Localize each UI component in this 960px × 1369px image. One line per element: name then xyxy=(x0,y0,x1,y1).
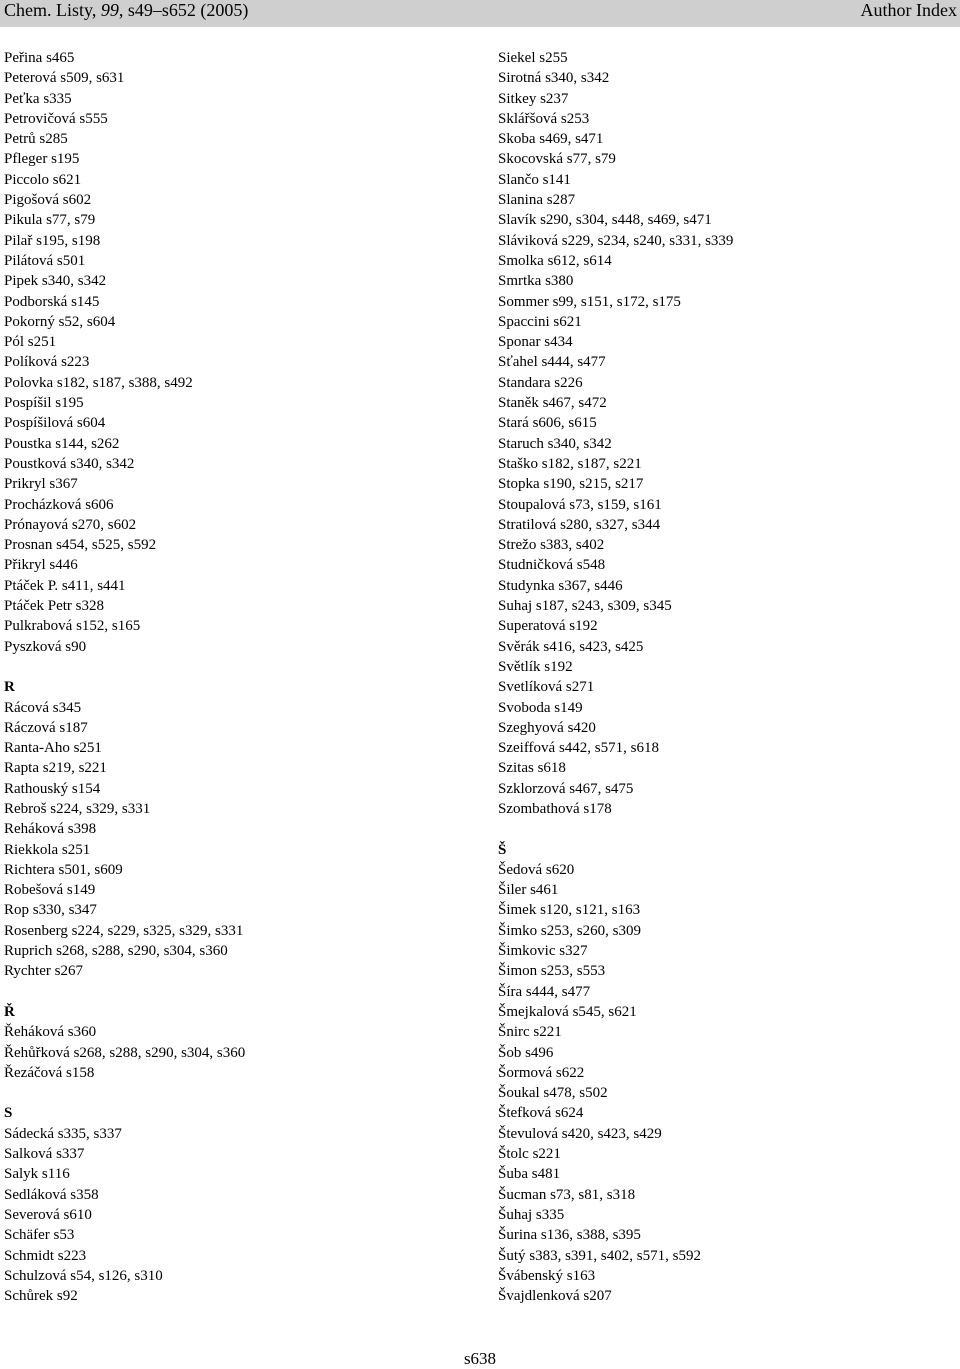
author-entry: Sláviková s229, s234, s240, s331, s339 xyxy=(498,232,734,249)
journal-volume: 99 xyxy=(100,0,119,20)
author-entry: Rathouský s154 xyxy=(4,780,101,797)
author-entry: Rop s330, s347 xyxy=(4,902,97,919)
author-entry: Robešová s149 xyxy=(4,882,96,899)
author-entry: Ruprich s268, s288, s290, s304, s360 xyxy=(4,943,228,960)
author-entry: Siekel s255 xyxy=(498,50,568,66)
author-entry: Richtera s501, s609 xyxy=(4,861,123,878)
author-entry: Řezáčová s158 xyxy=(4,1064,95,1081)
letter-heading: R xyxy=(4,679,15,696)
author-entry: Procházková s606 xyxy=(4,496,114,513)
journal-suffix: , s49–s652 (2005) xyxy=(118,0,249,20)
author-entry: Szombathová s178 xyxy=(498,800,612,817)
author-entry: Ranta-Aho s251 xyxy=(4,740,102,757)
author-entry: Peťka s335 xyxy=(4,90,72,107)
author-entry: Švajdlenková s207 xyxy=(498,1288,612,1305)
author-entry: Prónayová s270, s602 xyxy=(4,516,137,533)
author-entry: Šormová s622 xyxy=(498,1064,585,1081)
author-entry: Rapta s219, s221 xyxy=(4,760,107,777)
author-entry: Smolka s612, s614 xyxy=(498,252,612,269)
journal-citation xyxy=(4,0,248,20)
author-entry: Sedláková s358 xyxy=(4,1186,99,1203)
author-entry: Schmidt s223 xyxy=(4,1247,87,1264)
author-entry: Skocovská s77, s79 xyxy=(498,151,616,168)
author-entry: Peterová s509, s631 xyxy=(4,70,125,87)
index-column-left xyxy=(4,48,464,1306)
author-entry: Smrtka s380 xyxy=(498,273,574,290)
author-entry: Pyszková s90 xyxy=(4,638,87,655)
section-title: Author Index xyxy=(860,0,957,20)
author-entry: Staruch s340, s342 xyxy=(498,435,612,452)
author-entry: Sitkey s237 xyxy=(498,90,569,107)
author-entry: Svěrák s416, s423, s425 xyxy=(498,638,644,655)
letter-heading: Š xyxy=(498,841,507,858)
author-entry: Reháková s398 xyxy=(4,821,97,838)
author-entry: Pilátová s501 xyxy=(4,252,86,269)
author-entry: Šimkovic s327 xyxy=(498,943,588,960)
author-entry: Poustková s340, s342 xyxy=(4,455,135,472)
author-entry: Ptáček P. s411, s441 xyxy=(4,577,126,594)
author-entry: Pigošová s602 xyxy=(4,192,92,209)
author-entry: Poustka s144, s262 xyxy=(4,435,120,452)
author-entry: Petrů s285 xyxy=(4,131,68,148)
page-header xyxy=(0,0,960,27)
author-entry: Políková s223 xyxy=(4,354,90,371)
author-entry: Pilař s195, s198 xyxy=(4,232,101,249)
author-entry: Šíra s444, s477 xyxy=(498,983,591,1000)
author-entry: Šiler s461 xyxy=(498,882,559,899)
author-entry: Ráczová s187 xyxy=(4,719,88,736)
author-entry: Staško s182, s187, s221 xyxy=(498,455,642,472)
author-entry: Šob s496 xyxy=(498,1044,554,1061)
author-entry: Slavík s290, s304, s448, s469, s471 xyxy=(498,212,712,229)
author-entry: Skoba s469, s471 xyxy=(498,131,604,148)
author-entry: Peřina s465 xyxy=(4,50,75,66)
author-entry: Suhaj s187, s243, s309, s345 xyxy=(498,598,672,615)
author-entry: Polovka s182, s187, s388, s492 xyxy=(4,374,193,391)
author-entry: Šimek s120, s121, s163 xyxy=(498,902,641,919)
letter-heading: Ř xyxy=(4,1003,15,1020)
author-entry: Studničková s548 xyxy=(498,557,606,574)
letter-heading: S xyxy=(4,1105,13,1122)
index-column-right xyxy=(498,48,958,1306)
author-entry: Prikryl s367 xyxy=(4,476,78,493)
author-entry: Sommer s99, s151, s172, s175 xyxy=(498,293,681,310)
author-entry: Řehůřková s268, s288, s290, s304, s360 xyxy=(4,1044,246,1061)
author-entry: Sťahel s444, s477 xyxy=(498,354,606,371)
author-entry: Šutý s383, s391, s402, s571, s592 xyxy=(498,1247,701,1264)
author-entry: Rebroš s224, s329, s331 xyxy=(4,800,151,817)
author-entry: Pfleger s195 xyxy=(4,151,80,168)
author-entry: Šmejkalová s545, s621 xyxy=(498,1003,637,1020)
author-entry: Švábenský s163 xyxy=(498,1267,596,1284)
author-entry: Stopka s190, s215, s217 xyxy=(498,476,644,493)
author-entry: Šimko s253, s260, s309 xyxy=(498,922,641,939)
author-entry: Šuhaj s335 xyxy=(498,1206,565,1223)
author-entry: Šimon s253, s553 xyxy=(498,963,606,980)
author-entry: Števulová s420, s423, s429 xyxy=(498,1125,662,1142)
author-entry: Szeghyová s420 xyxy=(498,719,596,736)
author-entry: Šoukal s478, s502 xyxy=(498,1085,608,1102)
author-entry: Pokorný s52, s604 xyxy=(4,313,116,330)
author-entry: Strežo s383, s402 xyxy=(498,537,605,554)
author-entry: Spaccini s621 xyxy=(498,313,582,330)
author-entry: Petrovičová s555 xyxy=(4,110,108,127)
author-entry: Rosenberg s224, s229, s325, s329, s331 xyxy=(4,922,244,939)
author-entry: Riekkola s251 xyxy=(4,841,91,858)
author-entry: Salyk s116 xyxy=(4,1166,70,1183)
author-entry: Stoupalová s73, s159, s161 xyxy=(498,496,662,513)
author-entry: Superatová s192 xyxy=(498,618,598,635)
author-entry: Řeháková s360 xyxy=(4,1024,97,1041)
author-entry: Stratilová s280, s327, s344 xyxy=(498,516,661,533)
author-entry: Pikula s77, s79 xyxy=(4,212,96,229)
author-entry: Slančo s141 xyxy=(498,171,571,188)
author-entry: Pipek s340, s342 xyxy=(4,273,107,290)
author-entry: Severová s610 xyxy=(4,1206,92,1223)
author-entry: Sádecká s335, s337 xyxy=(4,1125,122,1142)
author-entry: Rychter s267 xyxy=(4,963,83,980)
author-entry: Rácová s345 xyxy=(4,699,82,716)
author-entry: Šucman s73, s81, s318 xyxy=(498,1186,636,1203)
author-entry: Sponar s434 xyxy=(498,334,573,351)
author-entry: Pól s251 xyxy=(4,334,57,351)
author-entry: Szklorzová s467, s475 xyxy=(498,780,634,797)
author-entry: Schulzová s54, s126, s310 xyxy=(4,1267,163,1284)
author-entry: Podborská s145 xyxy=(4,293,100,310)
page-number: s638 xyxy=(463,1349,497,1368)
author-entry: Přikryl s446 xyxy=(4,557,78,574)
author-entry: Szeiffová s442, s571, s618 xyxy=(498,740,659,757)
author-entry: Piccolo s621 xyxy=(4,171,82,188)
author-entry: Štolc s221 xyxy=(498,1146,561,1163)
author-entry: Standara s226 xyxy=(498,374,583,391)
author-entry: Svetlíková s271 xyxy=(498,679,595,696)
journal-prefix: Chem. Listy, xyxy=(4,0,101,20)
author-entry: Šedová s620 xyxy=(498,861,575,878)
author-entry: Slanina s287 xyxy=(498,192,576,209)
author-entry: Pospíšilová s604 xyxy=(4,415,106,432)
author-entry: Salková s337 xyxy=(4,1146,85,1163)
author-entry: Sirotná s340, s342 xyxy=(498,70,610,87)
author-entry: Schůrek s92 xyxy=(4,1288,78,1305)
author-entry: Světlík s192 xyxy=(498,658,573,675)
author-entry: Pulkrabová s152, s165 xyxy=(4,618,141,635)
author-entry: Šurina s136, s388, s395 xyxy=(498,1227,641,1244)
author-entry: Sklářšová s253 xyxy=(498,110,590,127)
author-entry: Studynka s367, s446 xyxy=(498,577,623,594)
author-entry: Staněk s467, s472 xyxy=(498,395,607,412)
author-entry: Szitas s618 xyxy=(498,760,566,777)
author-entry: Šuba s481 xyxy=(498,1166,561,1183)
author-entry: Schäfer s53 xyxy=(4,1227,75,1244)
author-entry: Prosnan s454, s525, s592 xyxy=(4,537,157,554)
author-entry: Ptáček Petr s328 xyxy=(4,598,104,615)
author-entry: Šnirc s221 xyxy=(498,1024,562,1041)
author-entry: Pospíšil s195 xyxy=(4,395,84,412)
author-entry: Stará s606, s615 xyxy=(498,415,597,432)
author-entry: Štefková s624 xyxy=(498,1105,584,1122)
author-entry: Svoboda s149 xyxy=(498,699,583,716)
